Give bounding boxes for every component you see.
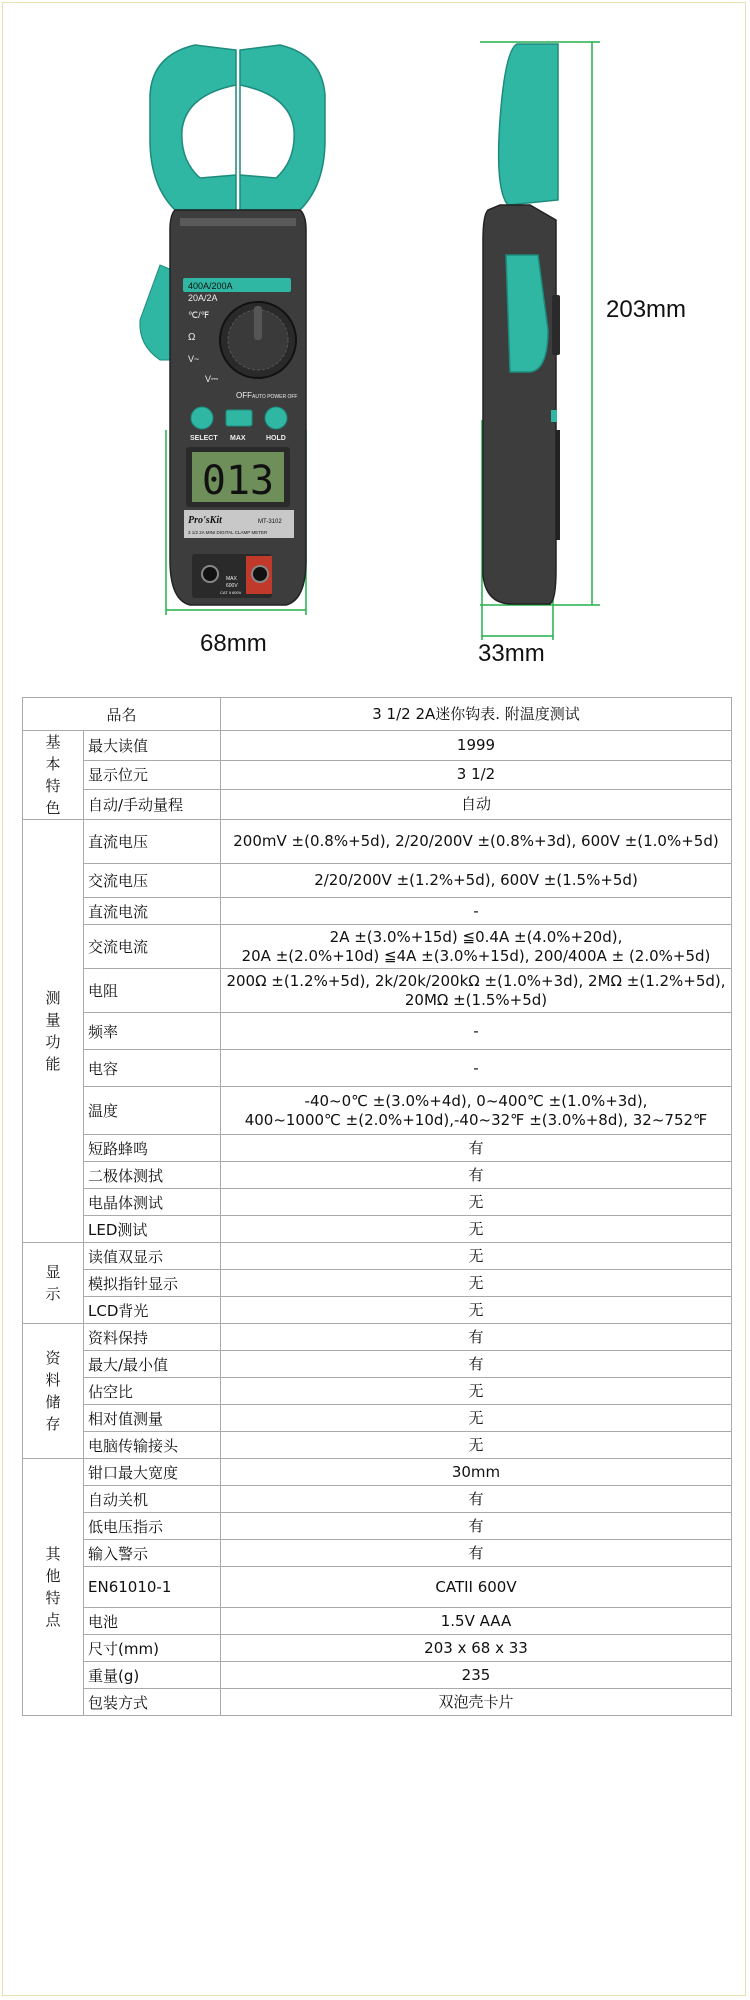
table-row — [23, 1513, 732, 1540]
spec-name-cell: 直流电压 — [84, 820, 221, 864]
table-row — [23, 1050, 732, 1087]
table-row — [23, 925, 732, 969]
auto-power-off-label: AUTO POWER OFF — [252, 394, 298, 400]
table-row — [23, 1189, 732, 1216]
spec-value-cell: 无 — [221, 1432, 732, 1459]
select-button-label: SELECT — [190, 435, 218, 442]
spec-name-cell: 包装方式 — [84, 1689, 221, 1716]
spec-name-cell: LCD背光 — [84, 1297, 221, 1324]
spec-value-cell: 有 — [221, 1162, 732, 1189]
table-row — [23, 1135, 732, 1162]
meter-subtitle: 3 1/2 2A MINI DIGITAL CLAMP METER — [188, 530, 268, 535]
table-row — [23, 1567, 732, 1608]
spec-name-cell: 显示位元 — [84, 760, 221, 790]
spec-value-cell: -40~0℃ ±(3.0%+4d), 0~400℃ ±(1.0%+3d), 400~1000℃ ±(2.0%+10d),-40~32℉ ±(3.0%+8d), 32~752℉ — [221, 1087, 732, 1135]
range-label-temp: ℃/℉ — [188, 310, 210, 320]
spec-value-cell: - — [221, 1013, 732, 1050]
max-button-label: MAX — [230, 435, 246, 442]
spec-name-cell: 电脑传输接头 — [84, 1432, 221, 1459]
table-row — [23, 1405, 732, 1432]
spec-value-cell: 无 — [221, 1216, 732, 1243]
spec-value-cell: 有 — [221, 1513, 732, 1540]
table-row — [23, 898, 732, 925]
spec-name-cell: 直流电流 — [84, 898, 221, 925]
spec-name-cell: 电容 — [84, 1050, 221, 1087]
spec-value-cell: 无 — [221, 1243, 732, 1270]
spec-table — [22, 697, 732, 1716]
table-row — [23, 1351, 732, 1378]
table-row — [23, 1087, 732, 1135]
spec-name-cell: 电池 — [84, 1608, 221, 1635]
spec-name-cell: 重量(g) — [84, 1662, 221, 1689]
front-view — [140, 45, 325, 615]
spec-value-cell: 200Ω ±(1.2%+5d), 2k/20k/200kΩ ±(1.0%+3d), 2MΩ ±(1.2%+5d), 20MΩ ±(1.5%+5d) — [221, 969, 732, 1013]
terminal-cat-label: CAT II 600V — [220, 590, 242, 595]
spec-name-cell: 频率 — [84, 1013, 221, 1050]
spec-name-cell: 自动/手动量程 — [84, 790, 221, 820]
header-name-cell: 品名 — [23, 698, 221, 731]
spec-name-cell: 短路蜂鸣 — [84, 1135, 221, 1162]
spec-name-cell: 钳口最大宽度 — [84, 1459, 221, 1486]
width-dimension-label: 68mm — [200, 630, 267, 657]
spec-value-cell: - — [221, 898, 732, 925]
spec-value-cell: 2/20/200V ±(1.2%+5d), 600V ±(1.5%+5d) — [221, 864, 732, 898]
spec-name-cell: 自动关机 — [84, 1486, 221, 1513]
range-label-20a: 20A/2A — [188, 293, 218, 303]
table-row — [23, 820, 732, 864]
table-row — [23, 1662, 732, 1689]
spec-value-cell: 3 1/2 — [221, 760, 732, 790]
category-cell: 测 量 功 能 — [23, 820, 84, 1243]
lcd-reading: 013 — [201, 458, 275, 504]
table-row — [23, 1608, 732, 1635]
spec-value-cell: 2A ±(3.0%+15d) ≦0.4A ±(4.0%+20d), 20A ±(2.0%+10d) ≦4A ±(3.0%+15d), 200/400A ± (2.0%+5d) — [221, 925, 732, 969]
table-row — [23, 1162, 732, 1189]
spec-name-cell: 模拟指针显示 — [84, 1270, 221, 1297]
range-label-vdc: V⎓ — [205, 374, 219, 384]
spec-value-cell: 30mm — [221, 1459, 732, 1486]
category-cell: 基 本 特 色 — [23, 731, 84, 820]
spec-name-cell: 佔空比 — [84, 1378, 221, 1405]
spec-value-cell: 无 — [221, 1378, 732, 1405]
off-label: OFF — [236, 391, 252, 400]
spec-name-cell: 相对值测量 — [84, 1405, 221, 1432]
range-label-vac: V~ — [188, 354, 200, 364]
spec-value-cell: 235 — [221, 1662, 732, 1689]
spec-name-cell: 交流电流 — [84, 925, 221, 969]
spec-name-cell: 最大/最小值 — [84, 1351, 221, 1378]
table-row — [23, 1378, 732, 1405]
table-header-row — [23, 698, 732, 731]
com-terminal-icon — [202, 566, 218, 582]
table-row — [23, 1243, 732, 1270]
hold-button-label: HOLD — [266, 435, 286, 442]
spec-name-cell: 输入警示 — [84, 1540, 221, 1567]
spec-value-cell: 无 — [221, 1189, 732, 1216]
spec-name-cell: 交流电压 — [84, 864, 221, 898]
spec-value-cell: 无 — [221, 1270, 732, 1297]
spec-value-cell: 有 — [221, 1351, 732, 1378]
spec-table-body — [23, 698, 732, 1716]
table-row — [23, 1689, 732, 1716]
table-row — [23, 760, 732, 790]
terminal-max-label: MAX — [226, 576, 237, 582]
header-value-cell: 3 1/2 2A迷你钩表. 附温度测试 — [221, 698, 732, 731]
category-cell: 资 料 储 存 — [23, 1324, 84, 1459]
height-dimension-label: 203mm — [606, 296, 687, 323]
spec-value-cell: 无 — [221, 1297, 732, 1324]
spec-value-cell: CATII 600V — [221, 1567, 732, 1608]
spec-value-cell: 自动 — [221, 790, 732, 820]
spec-value-cell: 1.5V AAA — [221, 1608, 732, 1635]
spec-name-cell: 温度 — [84, 1087, 221, 1135]
spec-name-cell: LED测试 — [84, 1216, 221, 1243]
product-illustration — [0, 0, 750, 690]
spec-name-cell: EN61010-1 — [84, 1567, 221, 1608]
table-row — [23, 969, 732, 1013]
table-row — [23, 1540, 732, 1567]
table-row — [23, 1635, 732, 1662]
spec-name-cell: 资料保持 — [84, 1324, 221, 1351]
spec-name-cell: 尺寸(mm) — [84, 1635, 221, 1662]
spec-name-cell: 电阻 — [84, 969, 221, 1013]
table-row — [23, 1216, 732, 1243]
spec-value-cell: 有 — [221, 1540, 732, 1567]
spec-value-cell: 无 — [221, 1405, 732, 1432]
spec-value-cell: 有 — [221, 1135, 732, 1162]
depth-dimension-label: 33mm — [478, 640, 545, 667]
table-row — [23, 731, 732, 761]
table-row — [23, 790, 732, 820]
range-label-ohm: Ω — [188, 332, 196, 343]
table-row — [23, 1486, 732, 1513]
spec-name-cell: 二极体测拭 — [84, 1162, 221, 1189]
spec-value-cell: 1999 — [221, 731, 732, 761]
table-row — [23, 1459, 732, 1486]
spec-name-cell: 读值双显示 — [84, 1243, 221, 1270]
spec-value-cell: - — [221, 1050, 732, 1087]
spec-name-cell: 最大读值 — [84, 731, 221, 761]
table-row — [23, 1013, 732, 1050]
table-row — [23, 1324, 732, 1351]
spec-value-cell: 有 — [221, 1324, 732, 1351]
terminal-600v-label: 600V — [226, 583, 238, 589]
model-number: MT-3102 — [258, 519, 282, 525]
spec-value-cell: 有 — [221, 1486, 732, 1513]
table-row — [23, 1297, 732, 1324]
table-row — [23, 864, 732, 898]
spec-name-cell: 低电压指示 — [84, 1513, 221, 1540]
v-terminal-icon — [252, 566, 268, 582]
spec-name-cell: 电晶体测试 — [84, 1189, 221, 1216]
side-view — [480, 42, 600, 640]
range-label-400a: 400A/200A — [188, 281, 233, 291]
brand-logo: Pro'sKit — [188, 515, 222, 526]
spec-value-cell: 200mV ±(0.8%+5d), 2/20/200V ±(0.8%+3d), 600V ±(1.0%+5d) — [221, 820, 732, 864]
table-row — [23, 1270, 732, 1297]
spec-value-cell: 双泡壳卡片 — [221, 1689, 732, 1716]
category-cell: 显 示 — [23, 1243, 84, 1324]
table-row — [23, 1432, 732, 1459]
category-cell: 其 他 特 点 — [23, 1459, 84, 1716]
spec-value-cell: 203 x 68 x 33 — [221, 1635, 732, 1662]
